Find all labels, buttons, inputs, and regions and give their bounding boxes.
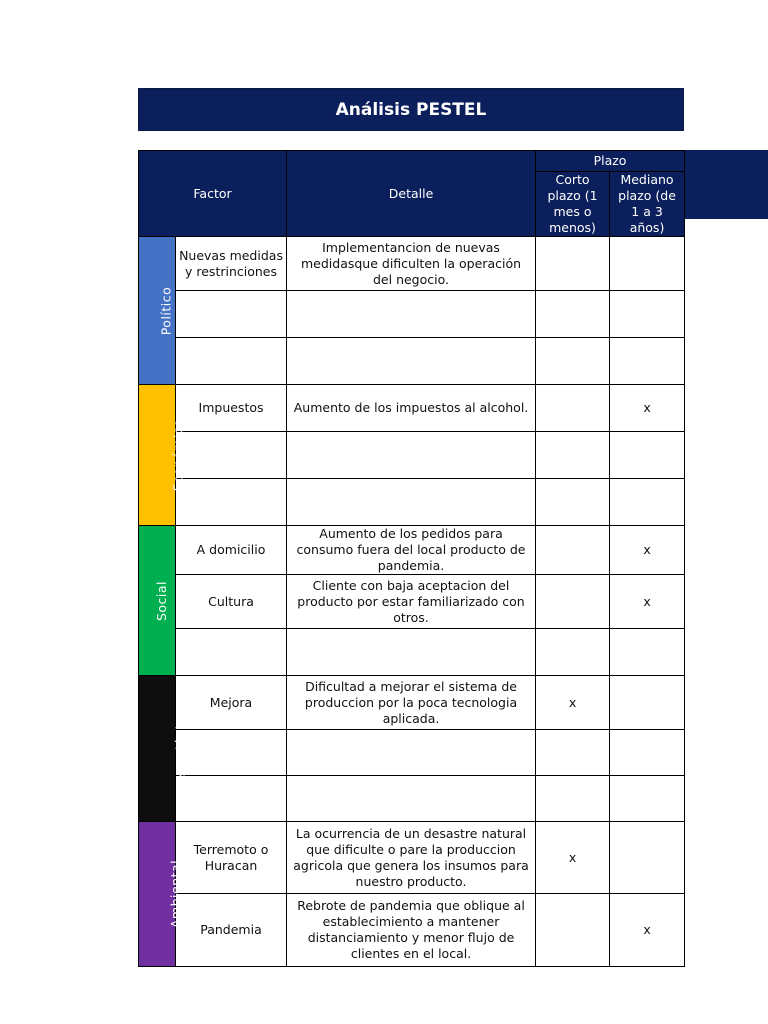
detail-cell: Dificultad a mejorar el sistema de produccion por la poca tecnologia aplicada. [287, 676, 536, 730]
corto-plazo-cell [536, 338, 610, 385]
category-economico [139, 385, 186, 526]
column-header-factor: Factor [139, 151, 287, 237]
table-row [139, 479, 685, 526]
corto-plazo-cell [536, 629, 610, 676]
factor-cell: A domicilio [176, 526, 287, 575]
mediano-plazo-cell [610, 432, 685, 479]
column-header-plazo: Plazo [536, 151, 685, 172]
table-row [139, 629, 685, 676]
category-tecnologico [139, 676, 189, 822]
category-label: Social [154, 580, 170, 621]
corto-plazo-cell [536, 291, 610, 338]
category-social [139, 526, 176, 676]
table-row [139, 730, 685, 776]
factor-cell: Nuevas medidas y restrinciones [176, 237, 287, 291]
detail-cell: Aumento de los impuestos al alcohol. [287, 385, 536, 432]
mediano-plazo-cell: x [610, 575, 685, 629]
category-label: Económico [170, 418, 186, 492]
mediano-plazo-cell [610, 629, 685, 676]
factor-cell: Pandemia [176, 894, 287, 967]
factor-cell [176, 338, 287, 385]
factor-cell [176, 629, 287, 676]
detail-cell: Rebrote de pandemia que oblique al establecimiento a mantener distanciamiento y menor flujo de clientes en el local. [287, 894, 536, 967]
corto-plazo-cell: x [536, 676, 610, 730]
detail-cell: Cliente con baja aceptacion del producto por estar familiarizado con otros. [287, 575, 536, 629]
factor-cell: Impuestos [176, 385, 287, 432]
mediano-plazo-cell [610, 776, 685, 822]
column-header-detalle: Detalle [287, 151, 536, 237]
corto-plazo-cell [536, 237, 610, 291]
detail-cell [287, 291, 536, 338]
corto-plazo-cell [536, 385, 610, 432]
table-row [139, 776, 685, 822]
mediano-plazo-cell [610, 338, 685, 385]
factor-cell: Terremoto o Huracan [176, 822, 287, 894]
mediano-plazo-cell [610, 291, 685, 338]
detail-cell: Aumento de los pedidos para consumo fuera del local producto de pandemia. [287, 526, 536, 575]
factor-cell [176, 479, 287, 526]
mediano-plazo-cell [610, 479, 685, 526]
category-ambiental [139, 822, 184, 967]
table-row [139, 338, 685, 385]
detail-cell [287, 730, 536, 776]
factor-cell [176, 291, 287, 338]
mediano-plazo-cell: x [610, 894, 685, 967]
table-row [139, 822, 685, 894]
header-extension-bar [684, 150, 768, 219]
table-row [139, 575, 685, 629]
column-header-mediano-plazo: Mediano plazo (de 1 a 3 años) [610, 172, 685, 237]
category-label: Político [158, 286, 174, 335]
factor-cell [176, 432, 287, 479]
corto-plazo-cell: x [536, 822, 610, 894]
table-row [139, 676, 685, 730]
factor-cell: Mejora [176, 676, 287, 730]
column-header-corto-plazo: Corto plazo (1 mes o menos) [536, 172, 610, 237]
corto-plazo-cell [536, 575, 610, 629]
table-row [139, 385, 685, 432]
mediano-plazo-cell [610, 730, 685, 776]
detail-cell [287, 338, 536, 385]
factor-cell [176, 776, 287, 822]
category-label: Tecnológico [173, 709, 189, 788]
category-politico [139, 237, 176, 385]
mediano-plazo-cell: x [610, 526, 685, 575]
mediano-plazo-cell [610, 822, 685, 894]
detail-cell: Implementancion de nuevas medidasque dificulten la operación del negocio. [287, 237, 536, 291]
table-row [139, 432, 685, 479]
corto-plazo-cell [536, 526, 610, 575]
pestel-table [138, 150, 685, 967]
detail-cell [287, 776, 536, 822]
page-title: Análisis PESTEL [138, 88, 684, 131]
detail-cell [287, 629, 536, 676]
factor-cell: Cultura [176, 575, 287, 629]
mediano-plazo-cell: x [610, 385, 685, 432]
factor-cell [176, 730, 287, 776]
table-row [139, 291, 685, 338]
corto-plazo-cell [536, 776, 610, 822]
detail-cell [287, 479, 536, 526]
table-row [139, 894, 685, 967]
mediano-plazo-cell [610, 676, 685, 730]
table-row [139, 237, 685, 291]
corto-plazo-cell [536, 479, 610, 526]
detail-cell: La ocurrencia de un desastre natural que dificulte o pare la produccion agricola que genera los insumos para nuestro producto. [287, 822, 536, 894]
table-row [139, 526, 685, 575]
mediano-plazo-cell [610, 237, 685, 291]
detail-cell [287, 432, 536, 479]
corto-plazo-cell [536, 730, 610, 776]
corto-plazo-cell [536, 432, 610, 479]
category-label: Ambiental [168, 859, 184, 929]
corto-plazo-cell [536, 894, 610, 967]
